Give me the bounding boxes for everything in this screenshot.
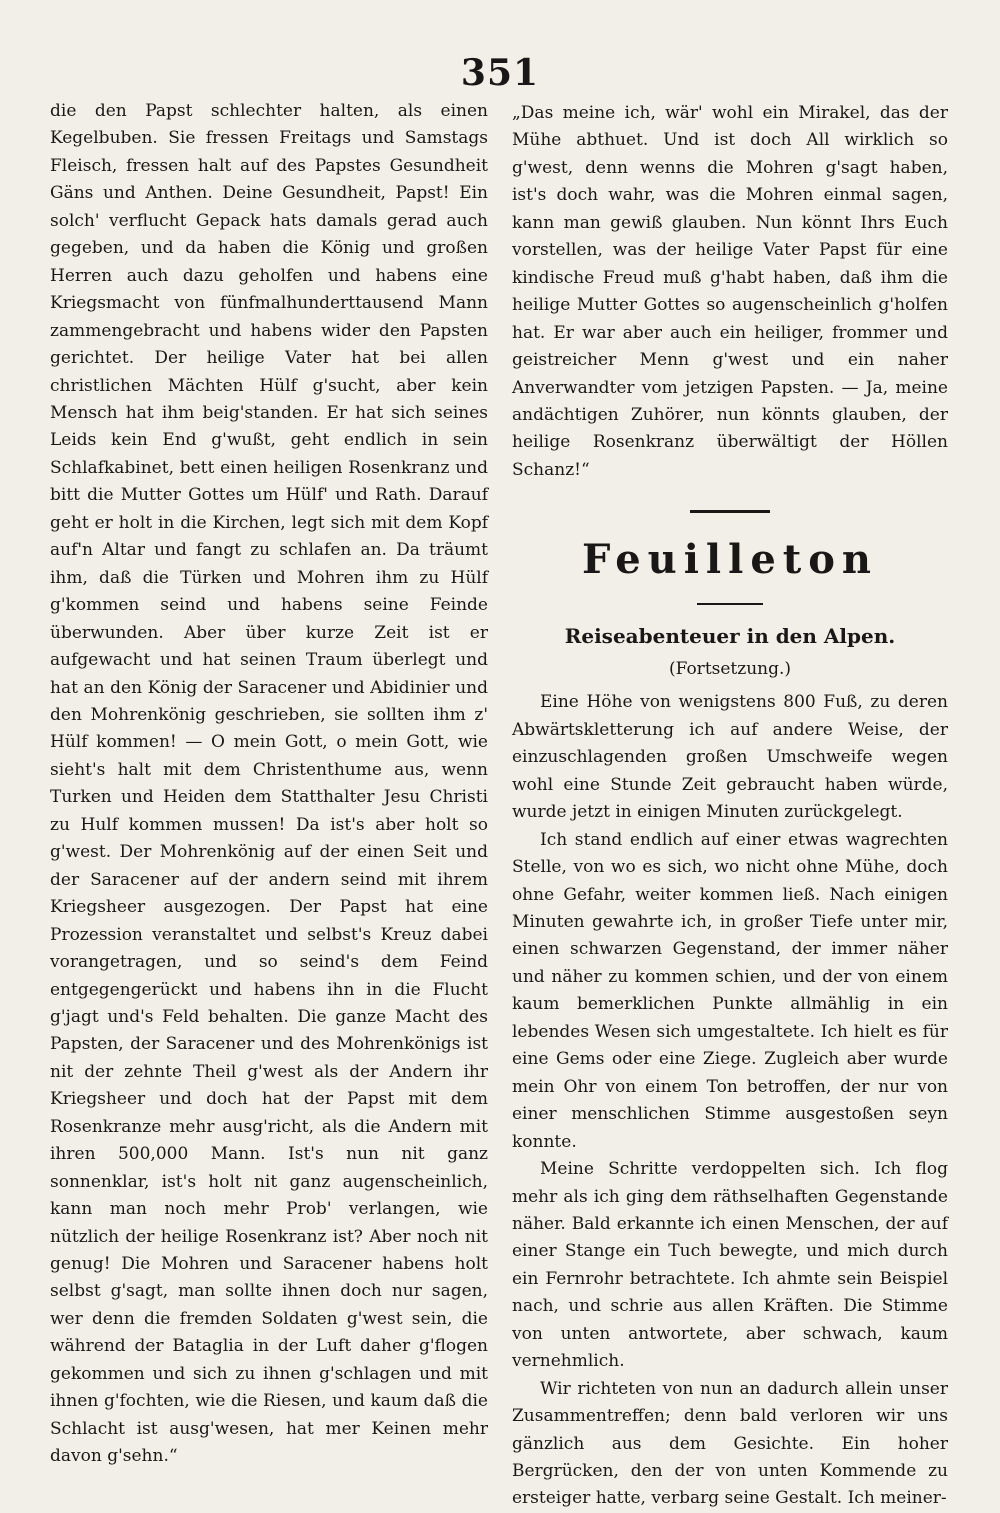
- section-heading: Feuilleton: [581, 536, 878, 584]
- article-subtitle: (Fortsetzung.): [668, 659, 792, 680]
- left-column-text: die den Papst schlechter halten, als einen Kegelbuben. Sie fressen Freitags und Samstags Fleisch, fressen halt auf des Papstes Gesundheit Gäns und Anthen. Deine Gesundheit, Papst! Ein solch' verflucht Gepack hats damals gerad auch gegeben, und da haben die König und großen Herren auch dazu geholfen und habens eine Kriegsmacht von fünfmalhunderttausend Mann zammengebracht und habens wider den Papsten gerichtet. Der heilige Vater hat bei allen christlichen Mächten Hülf g'sucht, aber kein Mensch hat ihm beig'standen. Er hat sich seines Leids kein End g'wußt, geht endlich in sein Schlafkabinet, bett einen heiligen Rosenkranz und bitt die Mutter Gottes um Hülf' und Rath. Darauf geht er holt in die Kirchen, legt sich mit dem Kopf auf'n Altar und fangt zu schlafen an. Da träumt ihm, daß die Türken und Mohren ihm zu Hülf g'kommen seind und habens seine Feinde überwunden. Aber über kurze Zeit ist er aufgewacht und hat seinen Traum überlegt und hat an den König der Saracener und Abidinier und den Mohrenkönig geschrieben, sie sollten ihm z' Hülf kommen! — O mein Gott, o mein Gott, wie sieht's halt mit dem Christenthume aus, wenn Turken und Heiden dem Statthalter Jesu Christi zu Hulf kommen mussen! Da ist's aber holt so g'west. Der Mohrenkönig auf der einen Seit und der Saracener auf der andern seind mit ihrem Kriegsheer ausgezogen. Der Papst hat eine Prozession veranstaltet und selbst's Kreuz dabei vorangetragen, und so seind's dem Feind entgegengerückt und habens ihn in die Flucht g'jagt und's Feld behalten. Die ganze Macht des Papsten, der Saracener und des Mohrenkönigs ist nit der zehnte Theil g'west als der Andern ihr Kriegsheer und doch hat der Papst mit dem Rosenkranze mehr ausg'richt, als die Andern mit ihren 500,000 Mann. Ist's nun nit ganz sonnenklar, ist's holt nit ganz augenscheinlich, kann man noch mehr Prob' verlangen, wie nützlich der heilige Rosenkranz ist? Aber noch nit genug! Die Mohren und Saracener habens holt selbst g'sagt, man sollte ihnen doch nur sagen, wer denn die fremden Soldaten g'west sein, die während der Bataglia in der Luft daher g'flogen gekommen und sich zu ihnen g'schlagen und mit ihnen g'fochten, wie die Riesen, und kaum daß die Schlacht ist ausg'wesen, hat mer Keinen mehr davon g'sehn.“: [50, 101, 488, 1467]
- sermon-conclusion: „Das meine ich, wär' wohl ein Mirakel, das der Mühe abthuet. Und ist doch All wirklich so g'west, denn wenns die Mohren g'sagt haben, ist's doch wahr, was die Mohren einmal sagen, kann man gewiß glauben. Nun könnt Ihrs Euch vorstellen, was der heilige Vater Papst für eine kindische Freud muß g'habt haben, daß ihm die heilige Mutter Gottes so augenscheinlich g'holfen hat. Er war aber auch ein heiliger, frommer und geistreicher Menn g'west und ein naher Anverwandter vom jetzigen Papsten. — Ja, meine andächtigen Zuhörer, nun könnts glauben, der heilige Rosenkranz überwältigt der Höllen Schanz!“: [512, 103, 948, 480]
- left-column: [50, 98, 488, 1471]
- article-paragraph: Ich stand endlich auf einer etwas wagrechten Stelle, von wo es sich, wo nicht ohne Mühe, doch ohne Gefahr, weiter kommen ließ. Nach einigen Minuten gewahrte ich, in großer Tiefe unter mir, einen schwarzen Gegenstand, der immer näher und näher zu kommen schien, und der von einem kaum bemerklichen Punkte allmählig in ein lebendes Wesen sich umgestaltete. Ich hielt es für eine Gems oder eine Ziege. Zugleich aber wurde mein Ohr von einem Ton betroffen, der nur von einer menschlichen Stimme ausgestoßen seyn konnte.: [512, 829, 948, 1152]
- right-column: [512, 100, 948, 1513]
- article-title: Reiseabenteuer in den Alpen.: [564, 624, 896, 649]
- article-body: [512, 689, 948, 1513]
- article-paragraph: Eine Höhe von wenigstens 800 Fuß, zu deren Abwärtskletterung ich auf andere Weise, der einzuschlagenden großen Umschweife wegen wohl eine Stunde Zeit gebraucht haben würde, wurde jetzt in einigen Minuten zurückgelegt.: [512, 692, 948, 823]
- divider-rule: [690, 510, 770, 513]
- divider-rule-short: [697, 603, 763, 605]
- page-number: 351: [460, 52, 540, 94]
- article-paragraph: Wir richteten von nun an dadurch allein unser Zusammentreffen; denn bald verloren wir uns gänzlich aus dem Gesichte. Ein hoher Bergrücken, den der von unten Kommende zu ersteiger hatte, verbarg seine Gestalt. Ich meiner-: [512, 1378, 948, 1509]
- article-paragraph: Meine Schritte verdoppelten sich. Ich flog mehr als ich ging dem räthselhaften Gegenstande näher. Bald erkannte ich einen Menschen, der auf einer Stange ein Tuch bewegte, und mich durch ein Fernrohr betrachtete. Ich ahmte sein Beispiel nach, und schrie aus allen Kräften. Die Stimme von unten antwortete, aber schwach, kaum vernehmlich.: [512, 1159, 948, 1372]
